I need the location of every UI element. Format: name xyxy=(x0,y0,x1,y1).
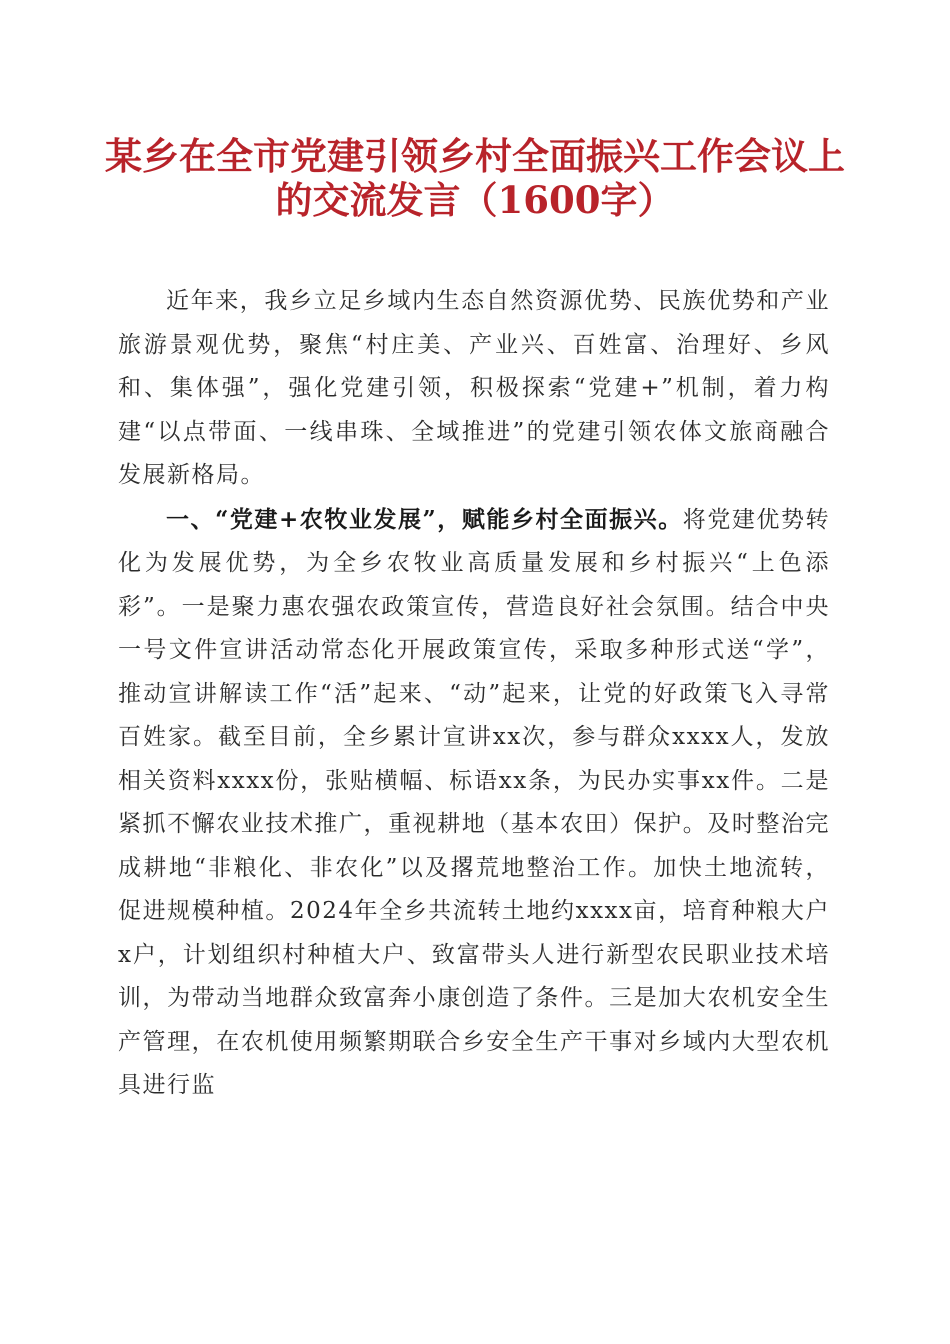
document-body xyxy=(118,280,830,1108)
intro-paragraph: 近年来，我乡立足乡域内生态自然资源优势、民族优势和产业旅游景观优势，聚焦“村庄美、产业兴、百姓富、治理好、乡风和、集体强”，强化党建引领，积极探索“党建+”机制，着力构建“以点带面、一线串珠、全域推进”的党建引领农体文旅商融合发展新格局。 xyxy=(118,288,830,488)
section-1-paragraph xyxy=(118,498,830,1108)
section-1-heading: 一、“党建+农牧业发展”，赋能乡村全面振兴。 xyxy=(166,505,683,533)
document-title xyxy=(60,134,890,222)
section-1-body: 将党建优势转化为发展优势，为全乡农牧业高质量发展和乡村振兴“上色添彩”。一是聚力惠农强农政策宣传，营造良好社会氛围。结合中央一号文件宣讲活动常态化开展政策宣传，采取多种形式送“学”，推动宣讲解读工作“活”起来、“动”起来，让党的好政策飞入寻常百姓家。截至目前，全乡累计宣讲xx次，参与群众xxxx人，发放相关资料xxxx份，张贴横幅、标语xx条，为民办实事xx件。二是紧抓不懈农业技术推广，重视耕地（基本农田）保护。及时整治完成耕地“非粮化、非农化”以及撂荒地整治工作。加快土地流转，促进规模种植。2024年全乡共流转土地约xxxx亩，培育种粮大户x户，计划组织村种植大户、致富带头人进行新型农民职业技术培训，为带动当地群众致富奔小康创造了条件。三是加大农机安全生产管理，在农机使用频繁期联合乡安全生产干事对乡域内大型农机具进行监 xyxy=(118,506,830,1098)
document-title-line-1: 某乡在全市党建引领乡村全面振兴工作会议上 xyxy=(105,134,845,178)
document-title-line-2: 的交流发言（1600字） xyxy=(275,178,675,222)
